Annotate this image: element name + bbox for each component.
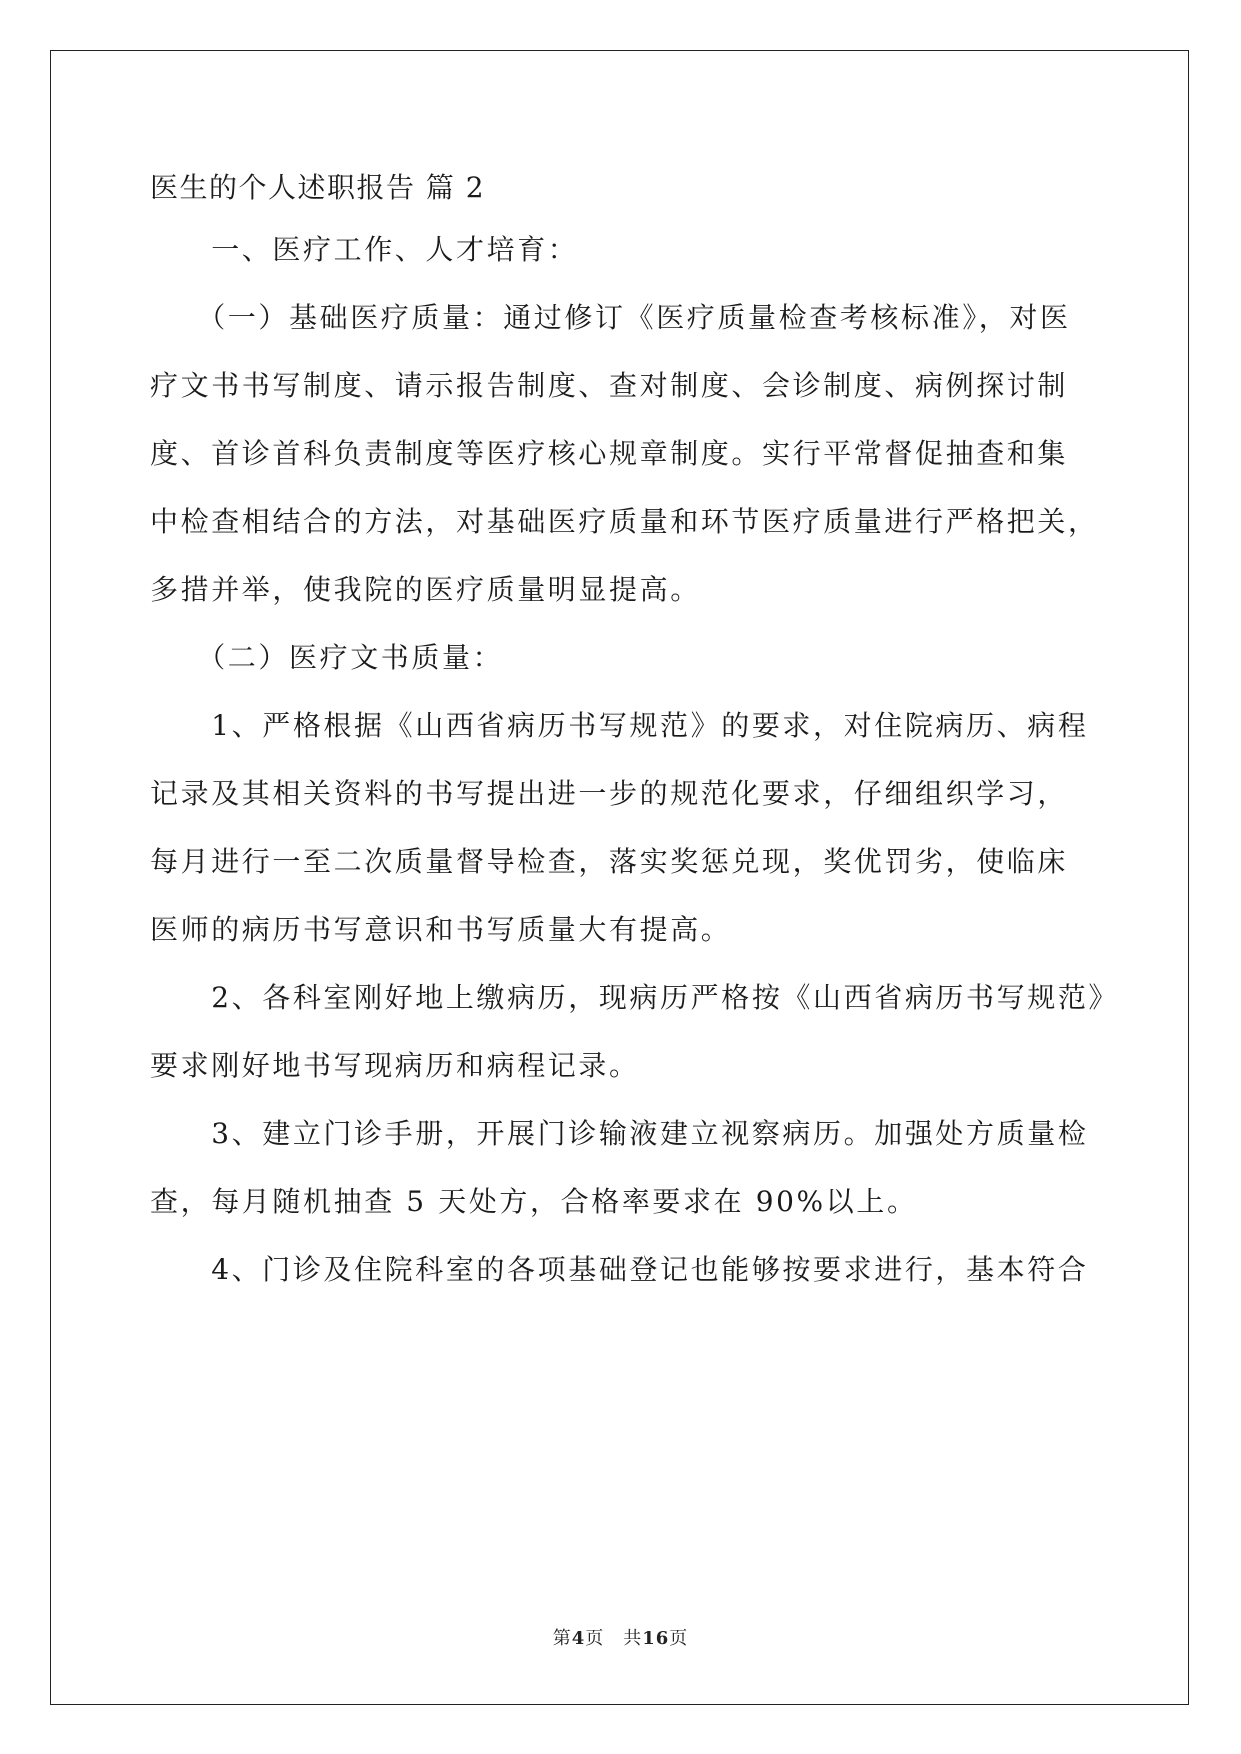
paragraph-line: 2、各科室刚好地上缴病历，现病历严格按《山西省病历书写规范》	[150, 981, 1120, 1014]
paragraph-line: 查，每月随机抽查 5 天处方，合格率要求在 90%以上。	[150, 1185, 918, 1218]
paragraph-line: 要求刚好地书写现病历和病程记录。	[150, 1049, 640, 1082]
paragraph-line: 一、医疗工作、人才培育：	[150, 233, 579, 266]
footer-page-number: 4	[571, 1628, 586, 1649]
paragraph-line: 1、严格根据《山西省病历书写规范》的要求，对住院病历、病程	[150, 709, 1089, 742]
footer-total-pages: 16	[642, 1628, 670, 1649]
paragraph-line: 疗文书书写制度、请示报告制度、查对制度、会诊制度、病例探讨制	[150, 369, 1069, 402]
footer-prefix: 第	[552, 1628, 572, 1649]
paragraph-line: 4、门诊及住院科室的各项基础登记也能够按要求进行，基本符合	[150, 1253, 1089, 1286]
page-footer	[0, 1624, 1241, 1650]
paragraph-line: （二）医疗文书质量：	[150, 641, 504, 674]
paragraph-line: 3、建立门诊手册，开展门诊输液建立视察病历。加强处方质量检	[150, 1117, 1089, 1150]
footer-mid: 页 共	[585, 1628, 643, 1649]
document-title: 医生的个人述职报告 篇 2	[150, 171, 486, 204]
paragraph-line: 每月进行一至二次质量督导检查，落实奖惩兑现，奖优罚劣，使临床	[150, 845, 1069, 878]
paragraph-line: 医师的病历书写意识和书写质量大有提高。	[150, 913, 732, 946]
paragraph-line: 记录及其相关资料的书写提出进一步的规范化要求，仔细组织学习，	[150, 777, 1069, 810]
footer-suffix: 页	[669, 1628, 689, 1649]
paragraph-line: 中检查相结合的方法，对基础医疗质量和环节医疗质量进行严格把关，	[150, 505, 1099, 538]
paragraph-line: 度、首诊首科负责制度等医疗核心规章制度。实行平常督促抽查和集	[150, 437, 1069, 470]
paragraph-line: （一）基础医疗质量：通过修订《医疗质量检查考核标准》，对医	[150, 301, 1071, 334]
paragraph-line: 多措并举，使我院的医疗质量明显提高。	[150, 573, 701, 606]
